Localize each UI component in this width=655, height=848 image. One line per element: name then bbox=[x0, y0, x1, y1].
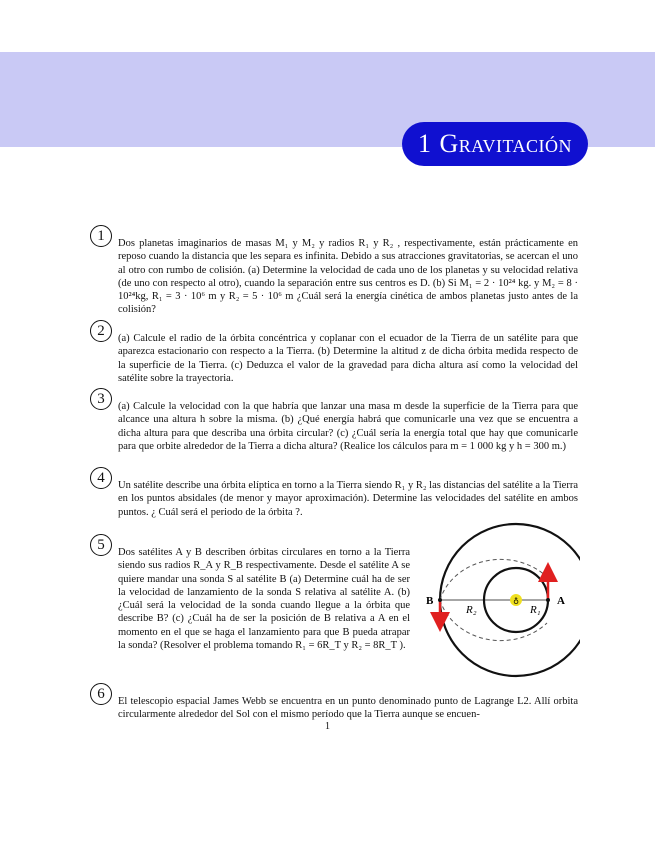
satellite-b-dot bbox=[438, 598, 442, 602]
problem-text: (a) Calcule el radio de la órbita concéntrica y coplanar con el ecuador de la Tierra de un satélite para que aparezca estacionario con respecto a la Tierra. (b) Determine la altitud z de dicha órbita medida respecto de la superficie de la Tierra. (c) Deduzca el valor de la gravedad para dicha altura así como la velocidad del satélite sobre la trayectoria. bbox=[118, 333, 578, 384]
problem-number: 5 bbox=[90, 534, 112, 556]
problem-text: Dos planetas imaginarios de masas M₁ y M₂ y radios R₁ y R₂ , respectivamente, están prácticamente en reposo cuando la distancia que les separa es infinita. Debido a sus atracciones gravitatorias, se acercan el uno al otro con rumbo de colisión. (a) Determine la velocidad de cada uno de los planetas y su velocidad relativa (de uno con respecto al otro), cuando la separación entre sus centros es D. (b) Si M₁ = 2 · 10²⁴ kg. y M₂ = 8 · 10²⁴kg, R₁ = 3 · 10⁶ m y R₂ = 5 · 10⁶ m ¿Cuál será la energía cinética de ambos planetas justo antes de la colisión? bbox=[118, 238, 578, 316]
page-number: 1 bbox=[325, 721, 330, 732]
label-a: A bbox=[557, 595, 565, 607]
label-r2: R₂ bbox=[466, 604, 477, 616]
problem-4 bbox=[90, 467, 586, 517]
problem-1 bbox=[90, 225, 586, 315]
problem-2 bbox=[90, 320, 586, 384]
problem-number: 6 bbox=[90, 683, 112, 705]
transfer-orbit-arc-top bbox=[440, 559, 547, 600]
problem-6 bbox=[90, 683, 586, 719]
chapter-number: 1 bbox=[417, 129, 432, 158]
problem-text: (a) Calcule la velocidad con la que habría que lanzar una masa m desde la superficie de la Tierra para que alcance una altura h sobre la misma. (b) ¿Qué energía habrá que comunicarle una vez que se encuentra a dicha altura para que describa una órbita circular? (c) ¿Cuál sería la energía total que hay que comunicarle para que orbite alrededor de la Tierra a dicha altura? (Realice los cálculos para m = 1 000 kg y h = 300 m.) bbox=[118, 401, 578, 452]
satellite-a-dot bbox=[546, 598, 550, 602]
label-r1: R₁ bbox=[530, 604, 541, 616]
problem-number: 4 bbox=[90, 467, 112, 489]
problem-number: 1 bbox=[90, 225, 112, 247]
orbit-diagram bbox=[420, 522, 580, 682]
problem-number: 2 bbox=[90, 320, 112, 342]
problem-text: Dos satélites A y B describen órbitas circulares en torno a la Tierra siendo sus radios R_A y R_B respectivamente. Desde el satélite A se quiere mandar una sonda S al satélite B (a) Determine cuál ha de ser la velocidad de lanzamiento de la sonda S relativa al satélite A. (b) ¿Cuál será la velocidad de la sonda cuando llegue a la órbita que describe B? (c) ¿Cuál ha de ser la posición de B relativa a A en el momento en el que se haga el lanzamiento para que B pueda atrapar la sonda? (Resolver el problema tomando R₁ = 6R_T y R₂ = 8R_T ). bbox=[118, 547, 410, 652]
chapter-name: Gravitación bbox=[439, 129, 572, 158]
problem-text: El telescopio espacial James Webb se encuentra en un punto denominado punto de Lagrange L2. Allí orbita circularmente alrededor del Sol con el mismo período que la Tierra aunque se encuen- bbox=[118, 696, 578, 721]
problem-text: Un satélite describe una órbita elíptica en torno a la Tierra siendo R₁ y R₂ las distancias del satélite a la Tierra en los puntos absidales (de menor y mayor aproximación). Determine las velocidades del satélite en ambos puntos. ¿ Cuál será el periodo de la órbita ?. bbox=[118, 480, 578, 518]
earth-symbol: ♁ bbox=[513, 596, 519, 605]
problem-number: 3 bbox=[90, 388, 112, 410]
label-b: B bbox=[426, 595, 434, 607]
problem-3 bbox=[90, 388, 586, 463]
chapter-title bbox=[402, 122, 588, 166]
